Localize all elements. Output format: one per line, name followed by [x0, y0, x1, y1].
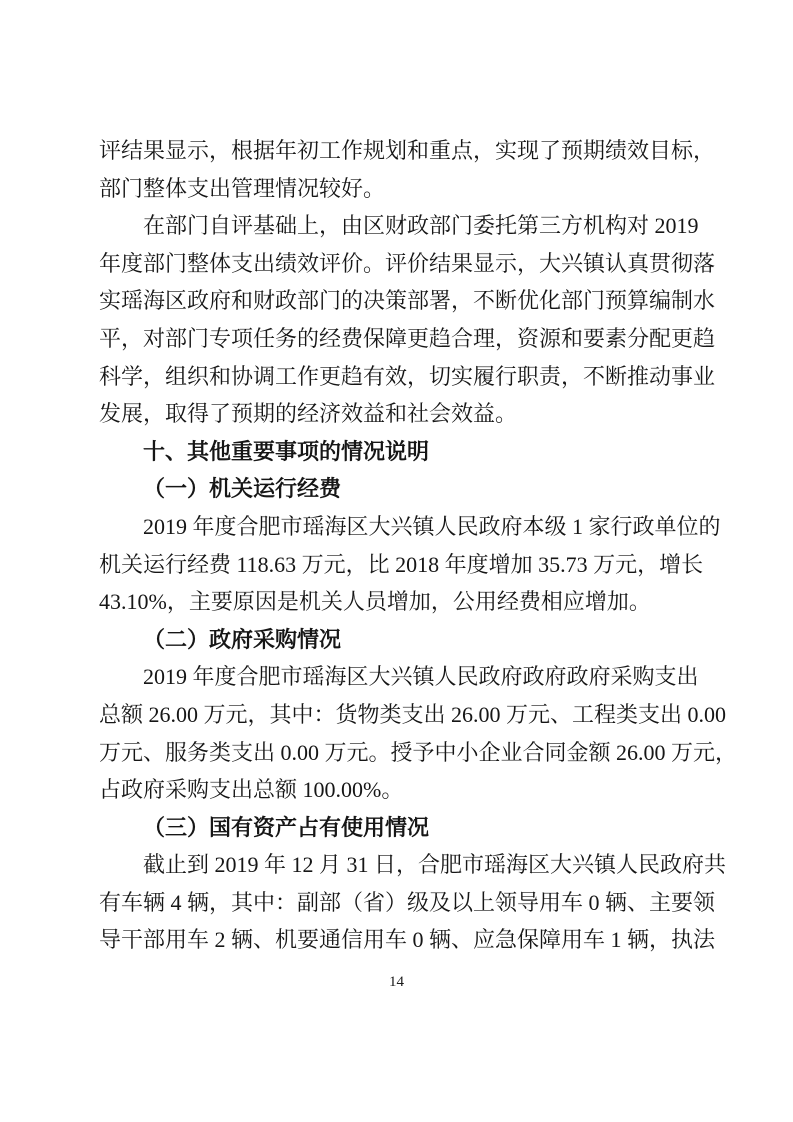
- body-text-line: 导干部用车 2 辆、机要通信用车 0 辆、应急保障用车 1 辆，执法: [99, 927, 716, 953]
- body-text-line: 截止到 2019 年 12 月 31 日，合肥市瑶海区大兴镇人民政府共: [143, 852, 727, 878]
- section-heading: 十、其他重要事项的情况说明: [143, 438, 430, 464]
- body-text-line: 科学，组织和协调工作更趋有效，切实履行职责，不断推动事业: [99, 363, 716, 389]
- body-text-line: 发展，取得了预期的经济效益和社会效益。: [99, 401, 518, 427]
- body-text-line: 部门整体支出管理情况较好。: [99, 175, 386, 201]
- subsection-heading: （一）机关运行经费: [143, 476, 342, 502]
- body-text-line: 机关运行经费 118.63 万元，比 2018 年度增加 35.73 万元，增长: [99, 551, 704, 577]
- body-text-line: 有车辆 4 辆，其中：副部（省）级及以上领导用车 0 辆、主要领: [99, 889, 716, 915]
- body-text-line: 占政府采购支出总额 100.00%。: [99, 777, 404, 803]
- body-text-line: 总额 26.00 万元，其中：货物类支出 26.00 万元、工程类支出 0.00: [99, 701, 727, 727]
- body-text-line: 在部门自评基础上，由区财政部门委托第三方机构对 2019: [143, 213, 699, 239]
- body-text-line: 2019 年度合肥市瑶海区大兴镇人民政府政府政府采购支出: [143, 664, 699, 690]
- body-text-line: 万元、服务类支出 0.00 万元。授予中小企业合同金额 26.00 万元，: [99, 739, 738, 765]
- body-text-line: 评结果显示，根据年初工作规划和重点，实现了预期绩效目标，: [99, 138, 716, 163]
- body-text-line: 43.10%，主要原因是机关人员增加，公用经费相应增加。: [99, 589, 651, 615]
- subsection-heading: （三）国有资产占有使用情况: [143, 814, 430, 840]
- body-text-line: 年度部门整体支出绩效评价。评价结果显示，大兴镇认真贯彻落: [99, 250, 716, 276]
- page-number: 14: [389, 974, 404, 990]
- body-text-line: 2019 年度合肥市瑶海区大兴镇人民政府本级 1 家行政单位的: [143, 513, 721, 539]
- body-text-line: 实瑶海区政府和财政部门的决策部署，不断优化部门预算编制水: [99, 288, 716, 314]
- page-body-text: [99, 132, 738, 959]
- subsection-heading: （二）政府采购情况: [143, 626, 342, 652]
- body-text-line: 平，对部门专项任务的经费保障更趋合理，资源和要素分配更趋: [99, 325, 716, 351]
